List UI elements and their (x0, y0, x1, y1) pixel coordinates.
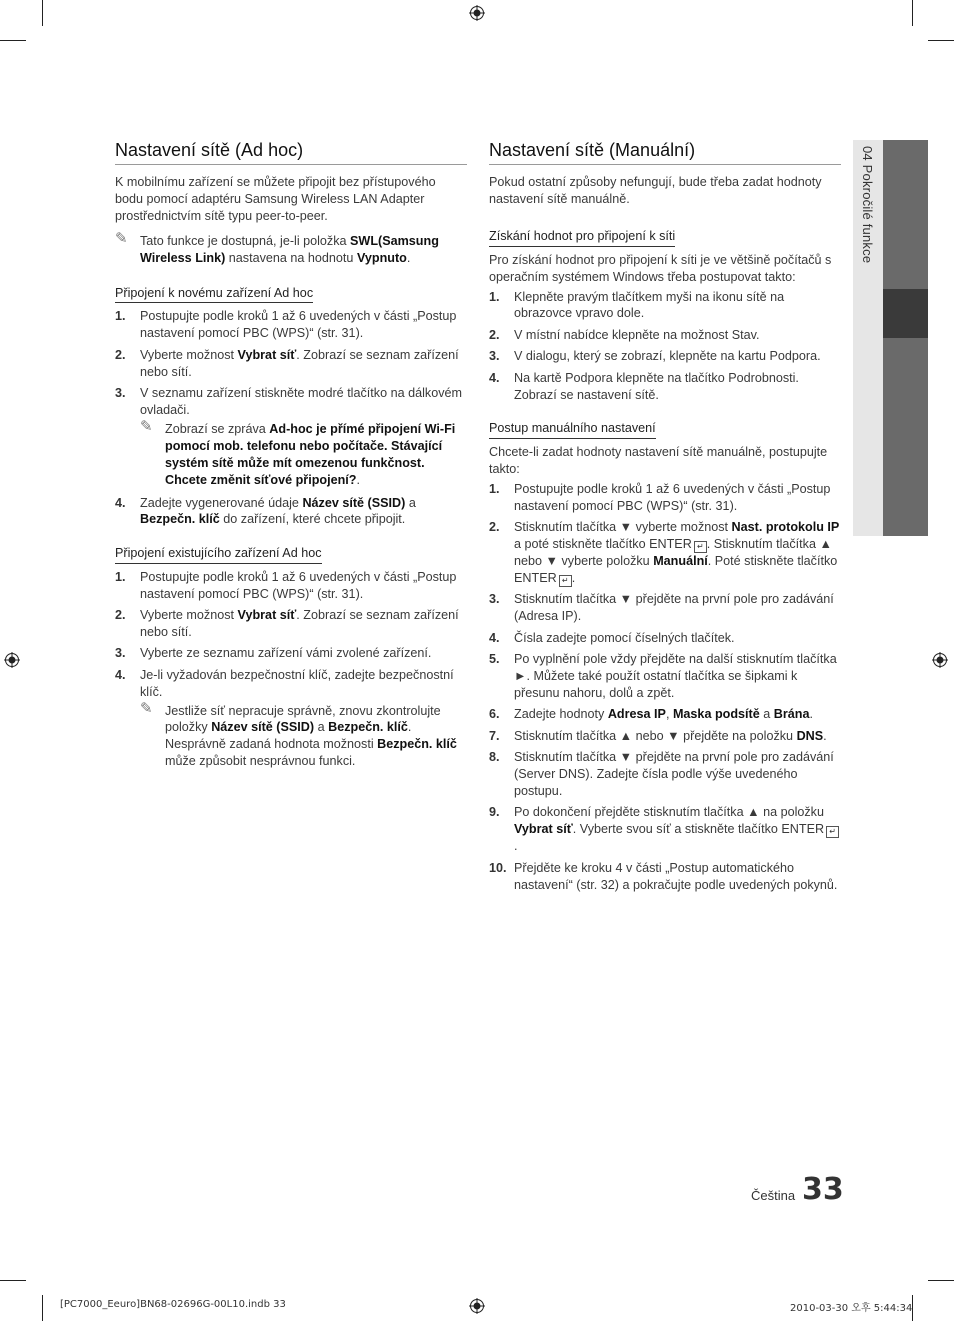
subsection-heading: Připojení k novému zařízení Ad hoc (115, 285, 313, 304)
enter-icon: ↵ (694, 541, 707, 553)
list-item: 2. Vyberte možnost Vybrat síť. Zobrazí se seznam zařízení nebo sítí. (115, 608, 459, 639)
list-item: 3. V dialogu, který se zobrazí, klepněte na kartu Podpora. (489, 349, 821, 364)
crop-mark (42, 0, 43, 26)
section-title: Nastavení sítě (Ad hoc) (115, 138, 467, 165)
crop-mark (0, 1280, 26, 1281)
steps-list (115, 308, 467, 528)
registration-mark-icon (469, 1298, 485, 1314)
left-column (115, 138, 467, 776)
list-item: 4. Čísla zadejte pomocí číselných tlačítek. (489, 630, 735, 645)
list-item: 8. Stisknutím tlačítka ▼ přejděte na první pole pro zadávání (Server DNS). Zadejte čísla podle výše uvedeného postupu. (489, 750, 834, 798)
list-item: 2. Vyberte možnost Vybrat síť. Zobrazí se seznam zařízení nebo sítí. (115, 347, 459, 379)
note-pencil-icon: ✎ (140, 699, 153, 717)
list-item: 2. V místní nabídce klepněte na možnost Stav. (489, 327, 760, 342)
note-pencil-icon: ✎ (140, 417, 153, 435)
crop-mark (928, 40, 954, 41)
section-title: Nastavení sítě (Manuální) (489, 138, 841, 165)
steps-list (115, 569, 467, 770)
list-item: 7. Stisknutím tlačítka ▲ nebo ▼ přejděte na položku DNS. (489, 728, 827, 743)
intro-paragraph: Pokud ostatní způsoby nefungují, bude třeba zadat hodnoty nastavení sítě manuálně. (489, 175, 822, 206)
steps-list (489, 289, 841, 404)
subsection-heading: Postup manuálního nastavení (489, 420, 656, 439)
registration-mark-icon (4, 652, 20, 668)
list-item: 4. Na kartě Podpora klepněte na tlačítko Podrobnosti. Zobrazí se nastavení sítě. (489, 370, 799, 402)
chapter-tab-label: 04 Pokročilé funkce (860, 146, 875, 264)
list-item: 3. Vyberte ze seznamu zařízení vámi zvolené zařízení. (115, 646, 432, 661)
crop-mark (912, 0, 913, 26)
page-number: 33 (802, 1172, 844, 1207)
crop-mark (928, 1280, 954, 1281)
list-item: 5. Po vyplnění pole vždy přejděte na další stisknutím tlačítka ►. Můžete také použít ostatní tlačítka se šipkami k přesunu nahoru, dolů a zpět. (489, 652, 837, 700)
right-column (489, 138, 841, 898)
enter-icon: ↵ (826, 826, 839, 838)
note-pencil-icon: ✎ (115, 229, 128, 247)
subsection-heading: Získání hodnot pro připojení k síti (489, 228, 675, 247)
registration-mark-icon (469, 5, 485, 21)
print-slug-right: 2010-03-30 오후 5:44:34 (790, 1303, 913, 1314)
intro-paragraph: K mobilnímu zařízení se můžete připojit bez přístupového bodu pomocí adaptéru Samsung Wireless LAN Adapter prostřednictvím sítě typu peer-to-peer. (115, 175, 436, 223)
list-item: 1. Postupujte podle kroků 1 až 6 uvedených v části „Postup nastavení pomocí PBC (WPS)“ (str. 31). (115, 309, 457, 341)
list-item: 2. Stisknutím tlačítka ▼ vyberte možnost Nast. protokolu IP a poté stiskněte tlačítko ENTER ↵ . Stisknutím tlačítka ▲ nebo ▼ vyberte položku Manuální. Poté stiskněte tlačítko ENTER ↵ . (489, 520, 840, 585)
footer-language: Čeština (751, 1188, 796, 1203)
note: ✎ Zobrazí se zpráva Ad-hoc je přímé připojení Wi-Fi pomocí mob. telefonu nebo počítače. Stávající systém sítě může mít omezenou funkčnost. Chcete změnit síťové připojení?. (140, 417, 456, 487)
list-item: 3. Stisknutím tlačítka ▼ přejděte na první pole pro zadávání (Adresa IP). (489, 592, 834, 624)
subsection-intro: Pro získání hodnot pro připojení k síti je ve většině počítačů s operačním systémem Windows třeba postupovat takto: (489, 252, 832, 284)
steps-list (489, 481, 841, 894)
note: ✎ Jestliže síť nepracuje správně, znovu zkontrolujte položky Název sítě (SSID) a Bezpečn. klíč. Nesprávně zadaná hodnota možnosti Bezpečn. klíč může způsobit nesprávnou funkci. (140, 699, 457, 769)
enter-icon: ↵ (559, 575, 572, 587)
list-item: 4. Je-li vyžadován bezpečnostní klíč, zadejte bezpečnostní klíč. ✎ Jestliže síť nepracuje správně, znovu zkontrolujte položky Název sítě (SSID) a Bezpečn. klíč. Nesprávně zadaná hodnota možnosti Bezpečn. klíč může způsobit nesprávnou funkci. (115, 667, 467, 770)
list-item: 1. Postupujte podle kroků 1 až 6 uvedených v části „Postup nastavení pomocí PBC (WPS)“ (str. 31). (115, 569, 457, 601)
chapter-tab-bar (883, 140, 928, 536)
crop-mark (42, 1295, 43, 1321)
crop-mark (0, 40, 26, 41)
list-item: 6. Zadejte hodnoty Adresa IP, Maska podsítě a Brána. (489, 707, 813, 722)
subsection-heading: Připojení existujícího zařízení Ad hoc (115, 545, 322, 564)
list-item: 4. Zadejte vygenerované údaje Název sítě (SSID) a Bezpečn. klíč do zařízení, které chcete připojit. (115, 495, 416, 527)
note: ✎ Tato funkce je dostupná, je-li položka SWL(Samsung Wireless Link) nastavena na hodnotu Vypnuto. (115, 229, 439, 265)
registration-mark-icon (932, 652, 948, 668)
chapter-tab-marker (883, 289, 928, 338)
list-item: 9. Po dokončení přejděte stisknutím tlačítka ▲ na položku Vybrat síť. Vyberte svou síť a stiskněte tlačítko ENTER ↵. (489, 804, 841, 855)
list-item: 1. Postupujte podle kroků 1 až 6 uvedených v části „Postup nastavení pomocí PBC (WPS)“ (str. 31). (489, 481, 831, 513)
subsection-intro: Chcete-li zadat hodnoty nastavení sítě manuálně, postupujte takto: (489, 444, 828, 476)
list-item: 1. Klepněte pravým tlačítkem myši na ikonu sítě na obrazovce vpravo dole. (489, 289, 785, 321)
print-slug-left: [PC7000_Eeuro]BN68-02696G-00L10.indb 33 (60, 1299, 286, 1310)
list-item: 10. Přejděte ke kroku 4 v části „Postup automatického nastavení“ (str. 32) a pokračujte podle uvedených pokynů. (489, 860, 838, 892)
list-item: 3. V seznamu zařízení stiskněte modré tlačítko na dálkovém ovladači. ✎ Zobrazí se zpráva Ad-hoc je přímé připojení Wi-Fi pomocí mob. telefonu nebo počítače. Stávající systém sítě může mít omezenou funkčnost. Chcete změnit síťové připojení?. (115, 385, 467, 488)
